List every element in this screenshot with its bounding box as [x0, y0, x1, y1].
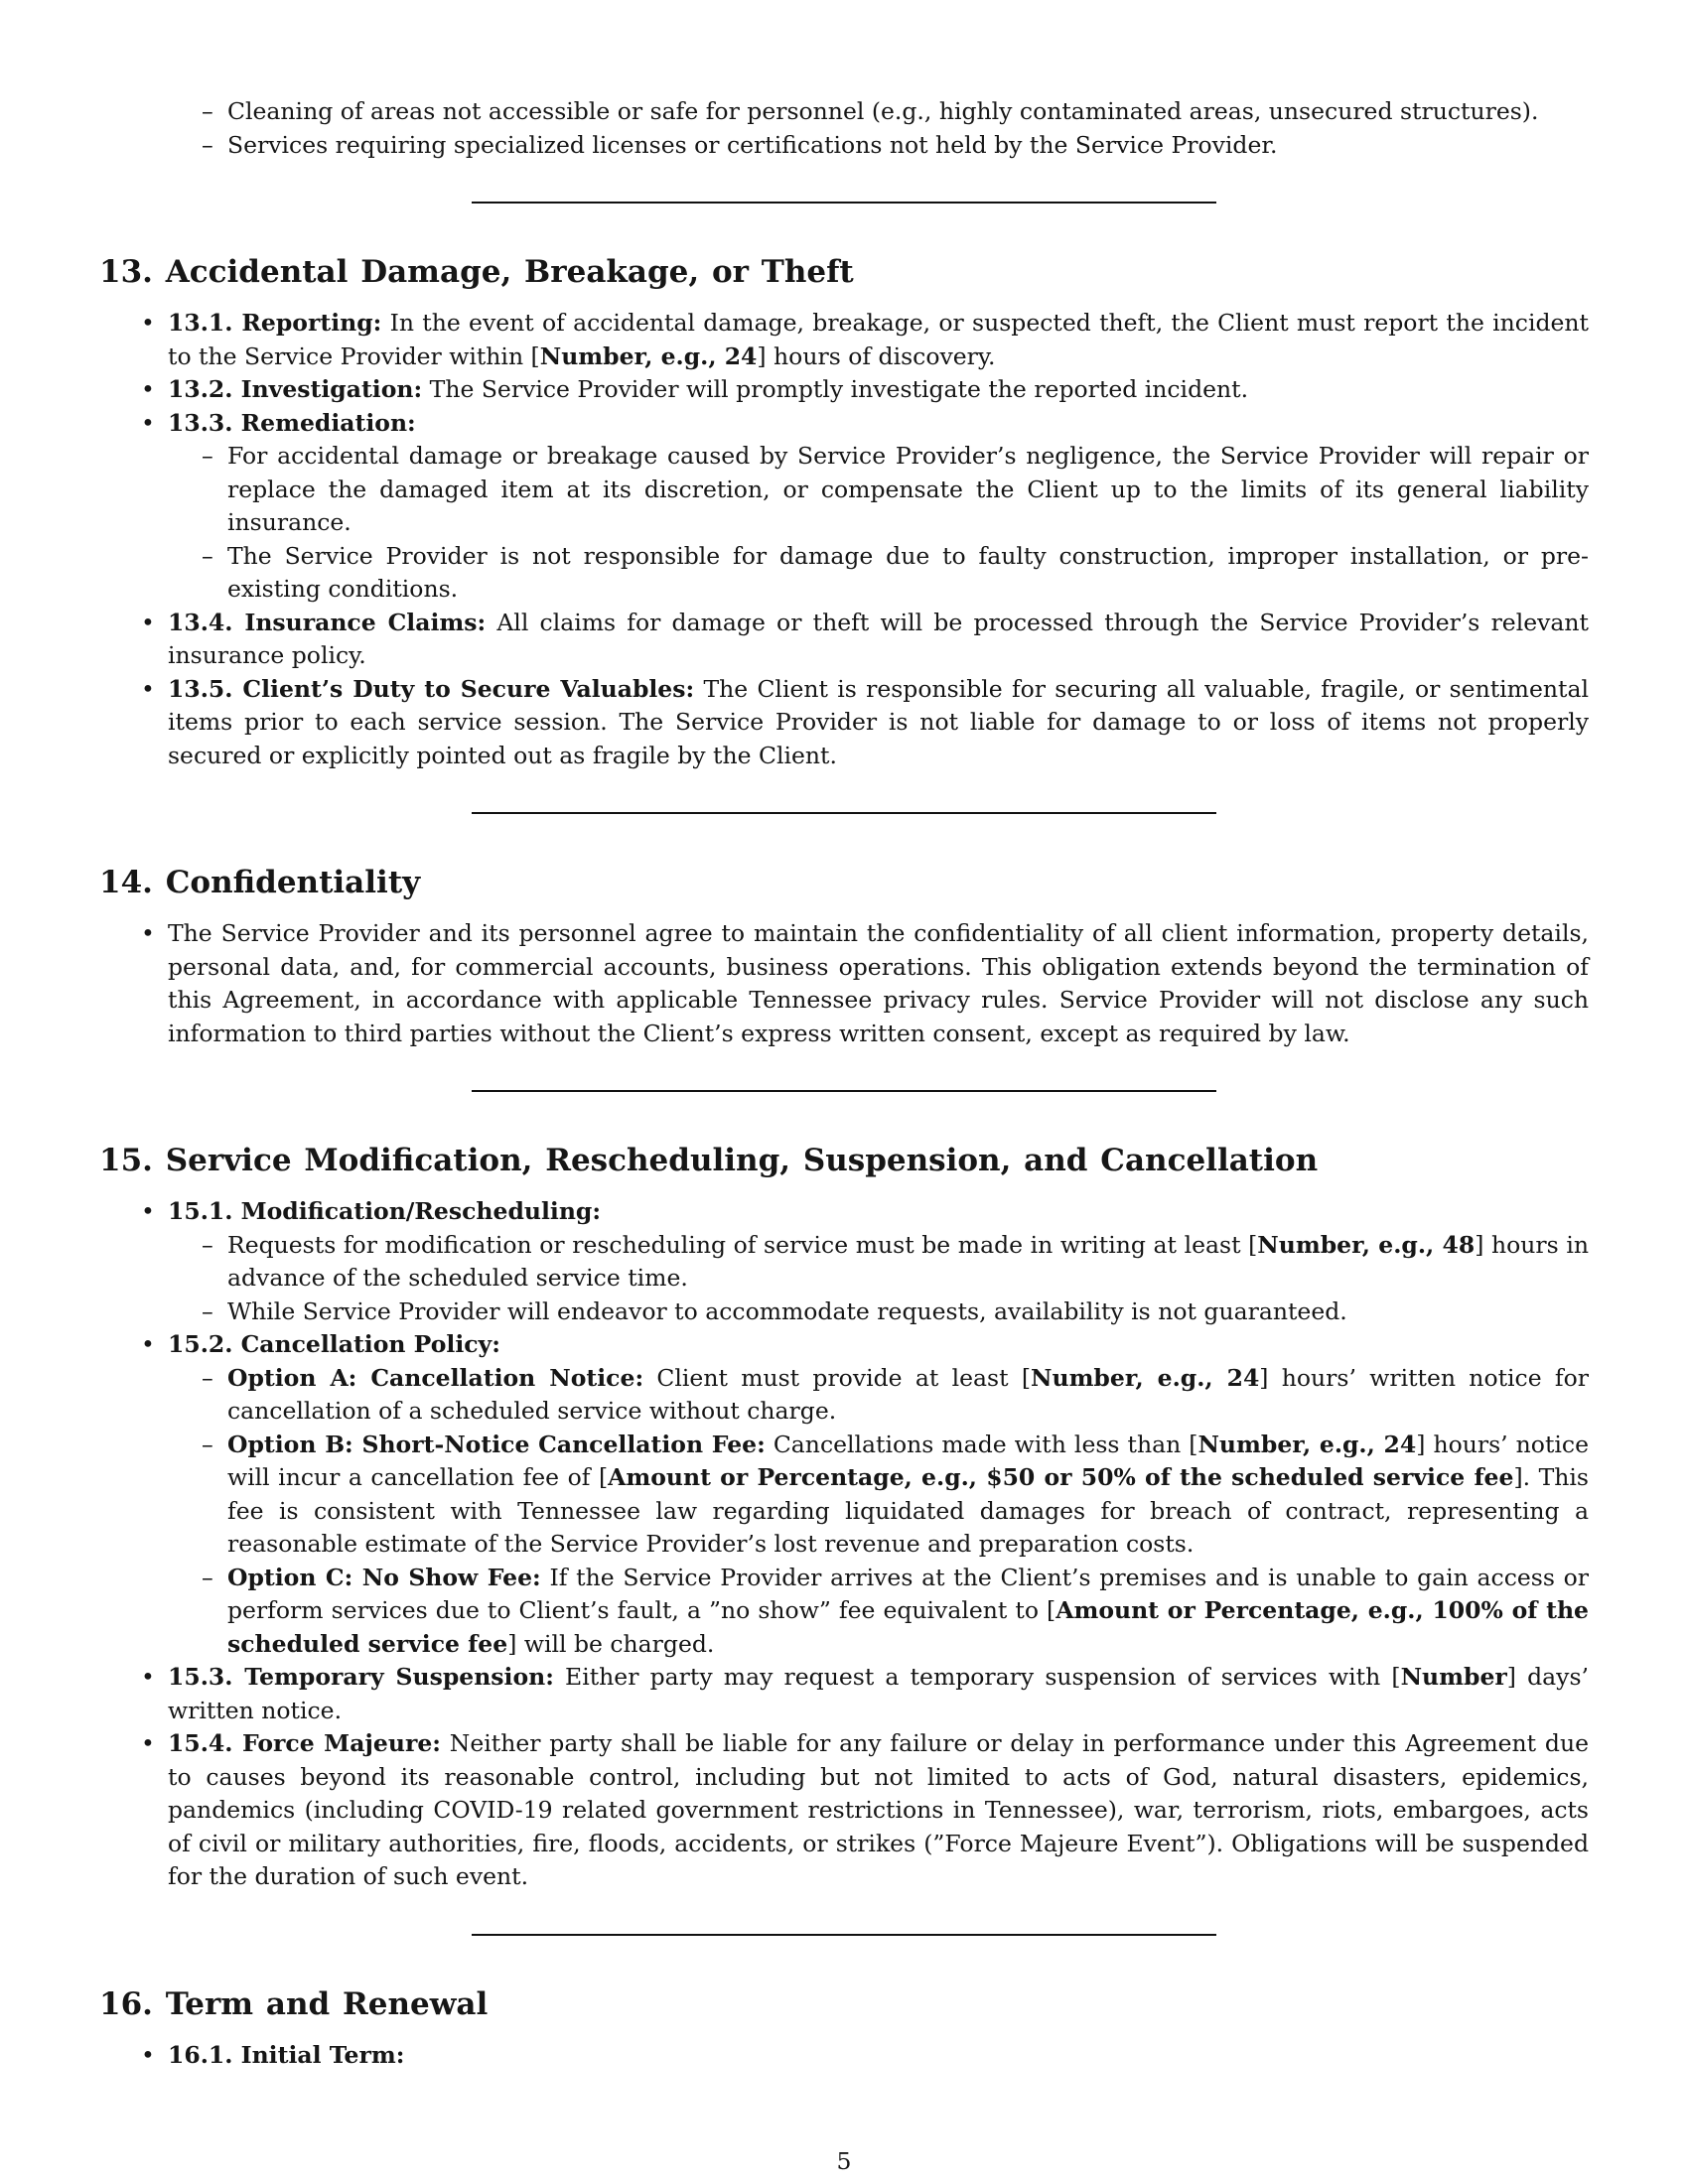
placeholder-text: Number, e.g., 24	[1031, 1363, 1260, 1392]
list-item: – For accidental damage or breakage caused by Service Provider’s negligence, the Service Provider will repair or replace the damaged item at its discretion, or compensate the Client up to the limits of its general liability insurance.	[168, 440, 1589, 540]
clause-text: If the Service Provider arrives at the Client’s premises and is unable to gain access or perform services due to Client’s fault, a ”no show” fee equivalent to [	[227, 1563, 1590, 1624]
clause-13-2	[99, 373, 1589, 407]
section-divider	[472, 1934, 1216, 1936]
section-14-list	[99, 917, 1589, 1050]
section-divider	[472, 202, 1216, 204]
clause-15-3	[99, 1661, 1589, 1727]
section-14-heading: 14. Confidentiality	[99, 865, 421, 900]
list-item: – The Service Provider is not responsible for damage due to faulty construction, improper installation, or pre-existing conditions.	[168, 540, 1589, 607]
clause-text: ]. This fee is consistent with Tennessee law regarding liquidated damages for breach of contract, representing a reasonable estimate of the Service Provider’s lost revenue and preparation costs.	[227, 1463, 1589, 1558]
clause-13-4	[99, 607, 1589, 673]
clause-label: 16.1. Initial Term:	[168, 2040, 405, 2069]
option-c	[168, 1562, 1589, 1662]
clause-13-5	[99, 673, 1589, 773]
clause-15-2	[99, 1328, 1589, 1661]
clause-13-1	[99, 307, 1589, 373]
clause-label: 13.3. Remediation:	[168, 408, 416, 437]
clause-15-1-sublist	[168, 1229, 1589, 1329]
section-divider	[472, 1090, 1216, 1092]
section-15-list	[99, 1195, 1589, 1894]
clause-14-text: • The Service Provider and its personnel agree to maintain the confidentiality of all client information, property details, personal data, and, for commercial accounts, business operations. This obligation extends beyond the termination of this Agreement, in accordance with applicable Tennessee privacy rules. Service Provider will not disclose any such information to third parties without the Client’s express written consent, except as required by law.	[99, 917, 1589, 1050]
placeholder-text: Number, e.g., 48	[1257, 1230, 1476, 1259]
list-item	[168, 1229, 1589, 1296]
section-13-list	[99, 307, 1589, 772]
clause-label: 13.5. Client’s Duty to Secure Valuables:	[168, 674, 695, 703]
list-item: – While Service Provider will endeavor to accommodate requests, availability is not guaranteed.	[168, 1296, 1589, 1329]
placeholder-text: Number	[1400, 1663, 1507, 1691]
clause-15-2-sublist	[168, 1362, 1589, 1662]
clause-label: 13.2. Investigation:	[168, 375, 423, 403]
placeholder-text: Number, e.g., 24	[1197, 1430, 1417, 1458]
section-16-heading: 16. Term and Renewal	[99, 1985, 489, 2022]
section-16-list	[99, 2039, 1589, 2073]
document-page	[99, 95, 1589, 2072]
section-15-heading: 15. Service Modification, Rescheduling, Suspension, and Cancellation	[99, 1143, 1319, 1178]
placeholder-text: Amount or Percentage, e.g., $50 or 50% of the scheduled service fee	[608, 1463, 1514, 1491]
option-b	[168, 1429, 1589, 1562]
clause-text: ] will be charged.	[507, 1629, 715, 1658]
clause-label: 15.3. Temporary Suspension:	[168, 1663, 554, 1691]
option-label: Option B: Short-Notice Cancellation Fee:	[227, 1430, 766, 1458]
option-a	[168, 1362, 1589, 1429]
placeholder-text: Amount or Percentage, e.g., 100% of the scheduled service fee	[227, 1596, 1590, 1658]
clause-label: 15.1. Modification/Rescheduling:	[168, 1197, 602, 1225]
clause-label: 15.2. Cancellation Policy:	[168, 1330, 500, 1358]
s12-exclusion-list	[99, 95, 1589, 162]
clause-text: ] hours’ notice will incur a cancellation fee of [	[227, 1430, 1589, 1491]
section-divider	[472, 812, 1216, 814]
clause-text: Client must provide at least [	[643, 1363, 1031, 1392]
clause-text: All claims for damage or theft will be processed through the Service Provider’s relevant insurance policy.	[168, 608, 1589, 669]
clause-13-3	[99, 407, 1589, 607]
clause-text: ] hours of discovery.	[757, 341, 996, 370]
clause-text: Cancellations made with less than [	[765, 1430, 1198, 1458]
clause-label: 13.4. Insurance Claims:	[168, 608, 487, 636]
clause-text: The Service Provider will promptly investigate the reported incident.	[422, 375, 1249, 403]
placeholder-text: Number, e.g., 24	[539, 341, 758, 370]
clause-text: ] hours in advance of the scheduled service time.	[227, 1230, 1589, 1292]
clause-text: ] days’ written notice.	[168, 1663, 1589, 1724]
clause-text: Requests for modification or rescheduling of service must be made in writing at least [	[227, 1230, 1258, 1259]
clause-15-1	[99, 1195, 1589, 1328]
section-13-heading: 13. Accidental Damage, Breakage, or Theft	[99, 254, 854, 290]
clause-label: 13.1. Reporting:	[168, 309, 382, 337]
clause-16-1	[99, 2039, 1589, 2073]
clause-text: Either party may request a temporary suspension of services with [	[553, 1663, 1401, 1691]
clause-text: Neither party shall be liable for any failure or delay in performance under this Agreement due to causes beyond its reasonable control, including but not limited to acts of God, natural disasters, epidemics, pandemics (including COVID-19 related government restrictions in Tennessee), war, terrorism, riots, embargoes, acts of civil or military authorities, fire, floods, accidents, or strikes (”Force Majeure Event”). Obligations will be suspended for the duration of such event.	[168, 1729, 1589, 1890]
clause-label: 15.4. Force Majeure:	[168, 1729, 441, 1757]
clause-15-4	[99, 1727, 1589, 1894]
clause-13-3-sublist	[168, 440, 1589, 607]
option-label: Option A: Cancellation Notice:	[227, 1363, 644, 1392]
option-label: Option C: No Show Fee:	[227, 1563, 541, 1591]
clause-text: In the event of accidental damage, breakage, or suspected theft, the Client must report the incident to the Service Provider within [	[168, 309, 1589, 370]
list-item: – Cleaning of areas not accessible or safe for personnel (e.g., highly contaminated areas, unsecured structures).	[99, 95, 1589, 129]
clause-text: ] hours’ written notice for cancellation of a scheduled service without charge.	[227, 1363, 1589, 1425]
list-item: – Services requiring specialized licenses or certifications not held by the Service Provider.	[99, 129, 1589, 163]
page-number: 5	[836, 2147, 852, 2175]
clause-text: The Client is responsible for securing all valuable, fragile, or sentimental items prior to each service session. The Service Provider is not liable for damage to or loss of items not properly secured or explicitly pointed out as fragile by the Client.	[168, 674, 1589, 769]
